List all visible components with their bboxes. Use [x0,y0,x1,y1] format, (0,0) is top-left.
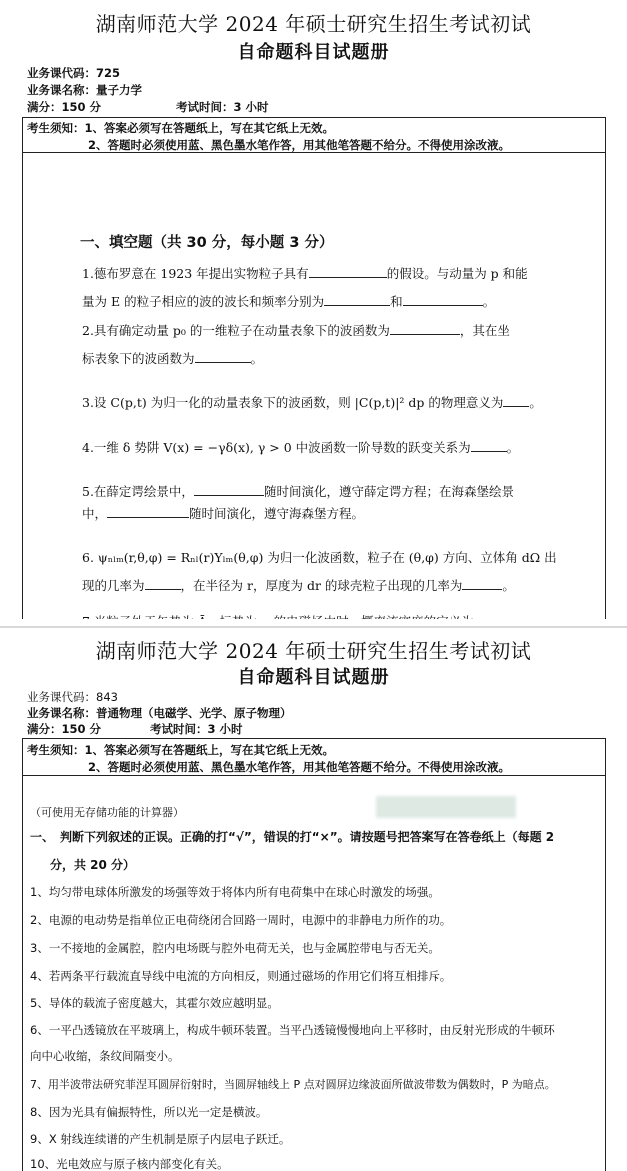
notice-line-1: 考生须知：1、答案必须写在答题纸上，写在其它纸上无效。 [27,743,334,757]
section-heading: 一、填空题（共 30 分，每小题 3 分） [80,235,334,251]
answer-blank [309,265,387,278]
full-score: 满分：150 分 [27,722,102,736]
question-text: 随时间演化，遵守海森堡方程。 [189,506,365,521]
redacted-watermark [376,796,516,818]
question-text: 5.在薛定谔绘景中， [82,484,194,499]
course-code: 业务课代码：843 [27,690,118,704]
question-text: 。 [529,395,542,410]
question-text: 4.一维 δ 势阱 V(x) = −γδ(x), γ > 0 中波函数一阶导数的跃变关系为 [82,440,471,455]
question-text: 中， [82,506,108,521]
exam-title: 湖南师范大学 2024 年硕士研究生招生考试初试 [95,639,532,663]
question-4 [82,438,519,456]
list-item: 7、用半波带法研究菲涅耳圆屏衍射时，当圆屏轴线上 P 点对圆屏边缘波面所做波带数为偶数时，P 为暗点。 [30,1078,556,1091]
question-text: 。 [506,440,520,455]
question-text: 2.具有确定动量 p₀ 的一维粒子在动量表象下的波函数为 [82,323,390,338]
question-6-line-2 [82,576,515,594]
answer-blank [195,350,251,363]
section-heading-line-1: 一、 判断下列叙述的正误。正确的打“√”，错误的打“×”。请按题号把答案写在答卷纸上（每题 2 [30,830,555,844]
question-1-line-2 [82,292,495,310]
course-name: 业务课名称：量子力学 [27,83,142,97]
question-text: 标表象下的波函数为 [82,351,195,366]
list-item: 2、电源的电动势是指单位正电荷绕闭合回路一周时，电源中的非静电力所作的功。 [30,913,452,927]
answer-blank [145,577,181,590]
notice-line-2: 2、答题时必须使用蓝、黑色墨水笔作答，用其他笔答题不给分。不得使用涂改液。 [88,760,510,774]
list-item: 5、导体的载流子密度越大，其霍尔效应越明显。 [30,996,279,1010]
list-item: 1、均匀带电球体所激发的场强等效于将体内所有电荷集中在球心时激发的场强。 [30,885,440,899]
notice-line-1: 考生须知：1、答案必须写在答题纸上，写在其它纸上无效。 [27,121,334,135]
question-text: 量为 E 的粒子相应的波的波长和频率分别为 [82,294,325,309]
question-text: 的假设。与动量为 p 和能 [386,266,528,281]
section-heading-line-2: 分，共 20 分） [50,858,136,872]
list-item: 9、X 射线连续谱的产生机制是原子内层电子跃迁。 [30,1132,291,1146]
question-5-line-1 [82,482,514,500]
exam-title: 湖南师范大学 2024 年硕士研究生招生考试初试 [95,12,532,36]
question-1-line-1 [82,264,528,282]
question-5-line-2 [82,504,364,522]
question-text: 。 [502,578,515,593]
list-item: 6、一平凸透镜放在平玻璃上，构成牛顿环装置。当平凸透镜慢慢地向上平移时，由反射光形成的牛顿环 [30,1023,555,1037]
notice-line-2: 2、答题时必须使用蓝、黑色墨水笔作答，用其他笔答题不给分。不得使用涂改液。 [88,138,510,152]
course-name: 业务课名称：普通物理（电磁学、光学、原子物理） [27,706,292,720]
list-item: 4、若两条平行载流直导线中电流的方向相反，则通过磁场的作用它们将互相排斥。 [30,969,452,983]
list-item: 向中心收缩，条纹间隔变小。 [30,1049,180,1063]
answer-blank [471,439,507,452]
question-text: 3.设 C(p,t) 为归一化的动量表象下的波函数，则 |C(p,t)|² dp 的物理意义为 [82,395,504,410]
answer-blank [107,505,189,518]
question-text: 。 [482,294,496,309]
answer-blank [194,483,264,496]
question-text: 和 [390,294,403,309]
question-text: 1.德布罗意在 1923 年提出实物粒子具有 [82,266,309,281]
answer-blank [462,577,502,590]
list-item: 10、光电效应与原子核内部变化有关。 [30,1157,229,1171]
answer-blank [324,293,390,306]
calculator-note: （可使用无存储功能的计算器） [30,806,184,819]
question-text: ，在半径为 r，厚度为 dr 的球壳粒子出现的几率为 [180,578,463,593]
list-item: 3、一不接地的金属腔，腔内电场既与腔外电荷无关，也与金属腔带电与否无关。 [30,941,440,955]
course-code: 业务课代码：725 [27,66,121,80]
question-6-line-1 [82,548,557,566]
exam-subtitle: 自命题科目试题册 [237,42,390,63]
question-2-line-2 [82,349,263,367]
question-text: 现的几率为 [82,578,145,593]
question-3 [82,393,542,411]
exam-duration: 考试时间：3 小时 [150,722,243,736]
page-cut-mask [0,619,627,626]
question-text: 随时间演化，遵守薛定谔方程；在海森堡绘景 [263,484,514,499]
list-item: 8、因为光具有偏振特性，所以光一定是横波。 [30,1105,268,1119]
answer-blank [390,322,460,335]
question-text: ，其在坐 [459,323,510,338]
question-text: 。 [250,351,264,366]
question-2-line-1 [82,321,510,339]
question-text: 6. ψₙₗₘ(r,θ,φ) = Rₙₗ(r)Yₗₘ(θ,φ) 为归一化波函数，粒子在 (θ,φ) 方向、立体角 dΩ 出 [82,550,557,565]
answer-blank [403,293,483,306]
exam-page-general-physics [0,628,627,1171]
exam-duration: 考试时间：3 小时 [176,100,269,114]
exam-subtitle: 自命题科目试题册 [237,667,390,688]
answer-blank [503,394,529,407]
full-score: 满分：150 分 [27,100,102,114]
